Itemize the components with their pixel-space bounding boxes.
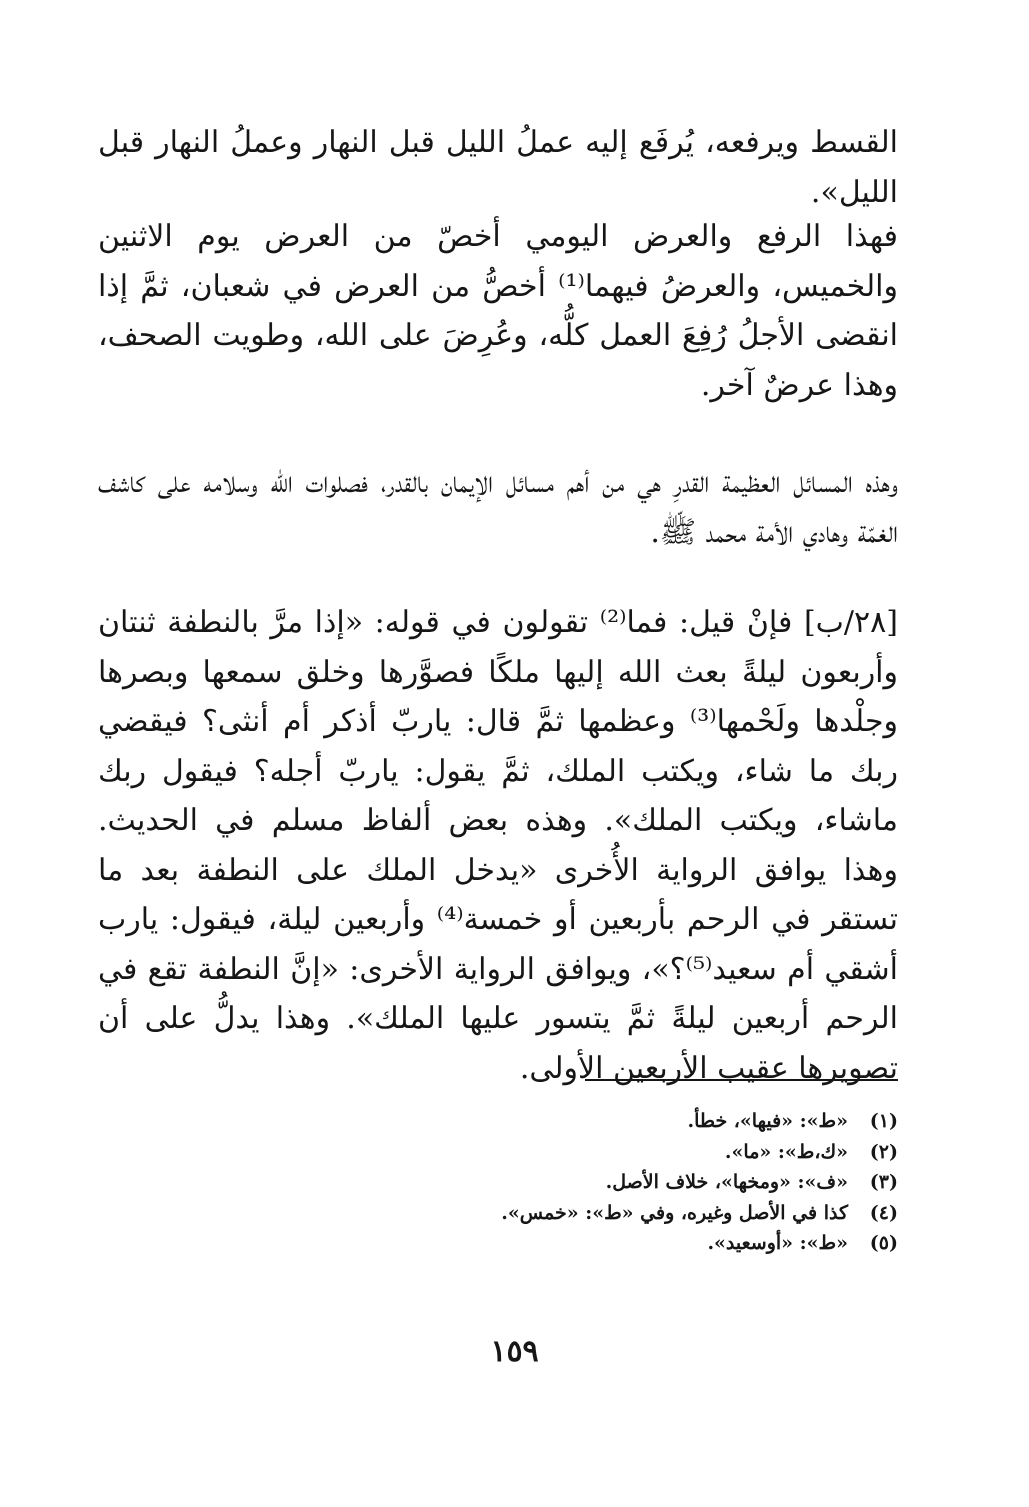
page-number: ١٥٩	[490, 1334, 539, 1369]
footnote-divider	[585, 1079, 898, 1081]
footnote-text: «ط»: «فيها»، خطأ.	[687, 1110, 848, 1132]
footnote-item	[398, 1137, 898, 1168]
paragraph-2: فهذا الرفع والعرض اليومي أخصّ من العرض يوم الاثنين والخميس، والعرضُ فيهما⁽¹⁾ أخصُّ من العرض في شعبان، ثمَّ إذا انقضى الأجلُ رُفِعَ العمل كلُّه، وعُرِضَ على الله، وطويت الصحف، وهذا عرضٌ آخر.	[98, 219, 898, 403]
footnote-item	[398, 1228, 898, 1259]
paragraph-1: القسط ويرفعه، يُرفَع إليه عملُ الليل قبل النهار وعملُ النهار قبل الليل».	[98, 125, 898, 210]
footnote-text: كذا في الأصل وغيره، وفي «ط»: «خمس».	[501, 1201, 848, 1224]
footnote-number: (٣)	[869, 1171, 898, 1193]
footnote-item	[398, 1198, 898, 1229]
paragraph-3: وهذه المسائل العظيمة القدرِ هي من أهم مسائل الإيمان بالقدر، فصلوات الله وسلامه على كاشف الغمّة وهادي الأمة محمد ﷺ.	[98, 465, 898, 550]
footnote-text: «ك،ط»: «ما».	[724, 1140, 848, 1163]
footnote-number: (٢)	[869, 1140, 898, 1163]
footnote-item	[398, 1167, 898, 1198]
footnote-number: (١)	[869, 1110, 898, 1132]
footnotes-list	[398, 1106, 898, 1259]
footnote-item	[398, 1106, 898, 1137]
paragraph-4: [٢٨/ب] فإنْ قيل: فما⁽²⁾ تقولون في قوله: «إذا مرَّ بالنطفة ثنتان وأربعون ليلةً بعث الله إليها ملكًا فصوَّرها وخلق سمعها وبصرها وجلْدها ولَحْمها⁽³⁾ وعظمها ثمَّ قال: ياربّ أذكر أم أنثى؟ فيقضي ربك ما شاء، ويكتب الملك، ثمَّ يقول: ياربّ أجله؟ فيقول ربك ماشاء، ويكتب الملك». وهذه بعض ألفاظ مسلم في الحديث. وهذا يوافق الرواية الأُخرى «يدخل الملك على النطفة بعد ما تستقر في الرحم بأربعين أو خمسة⁽⁴⁾ وأربعين ليلة، فيقول: يارب أشقي أم سعيد⁽⁵⁾؟»، ويوافق الرواية الأخرى: «إنَّ النطفة تقع في الرحم أربعين ليلةً ثمَّ يتسور عليها الملك». وهذا يدلُّ على أن تصويرها عقيب الأربعين الأولى.	[98, 605, 898, 1086]
footnote-number: (٤)	[869, 1201, 898, 1224]
footnote-text: «ط»: «أوسعيد».	[707, 1232, 848, 1254]
footnote-number: (٥)	[869, 1232, 898, 1254]
footnote-text: «ف»: «ومخها»، خلاف الأصل.	[605, 1171, 848, 1193]
